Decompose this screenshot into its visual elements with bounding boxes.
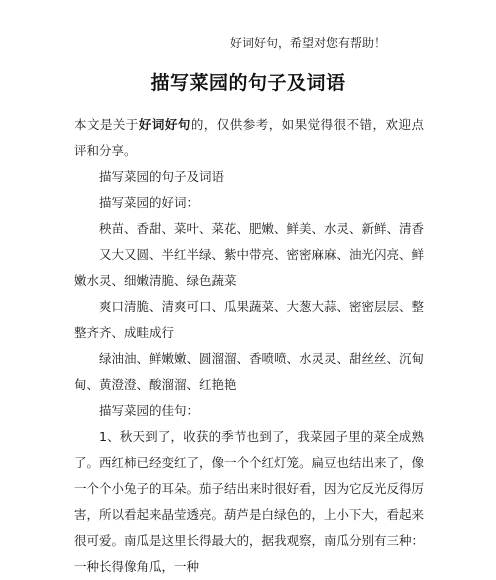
header-note: 好词好句，希望对您有帮助！ [229, 36, 386, 50]
paragraph-good-sentences-label: 描写菜园的佳句： [99, 403, 200, 418]
article-body [74, 112, 424, 580]
intro-text-before: 本文是关于 [74, 117, 139, 132]
intro-text-after: 的，仅供参考，如果觉得很不错，欢迎点评和分享。 [74, 117, 424, 158]
paragraph-good-words-label: 描写菜园的好词： [99, 195, 200, 210]
paragraph-heading: 描写菜园的句子及词语 [99, 169, 225, 184]
paragraph-sentence-1: 1、秋天到了，收获的季节也到了，我菜园子里的菜全成熟了。西红柿已经变红了，像一个个红灯笼。扁豆也结出来了，像一个个小兔子的耳朵。茄子结出来时很好看，因为它反光反得厉害，所以看起来晶莹透亮。葫芦是白绿色的，上小下大，看起来很可爱。南瓜是这里长得最大的，据我观察，南瓜分别有三种：一种长得像角瓜，一种 [74, 429, 425, 574]
paragraph-words-3: 爽口清脆、清爽可口、瓜果蔬菜、大葱大蒜、密密层层、整整齐齐、成畦成行 [74, 299, 425, 340]
page-title: 描写菜园的句子及词语 [150, 72, 346, 94]
paragraph-words-1: 秧苗、香甜、菜叶、菜花、肥嫩、鲜美、水灵、新鲜、清香 [99, 221, 425, 236]
paragraph-words-2: 又大又圆、半红半绿、紫中带亮、密密麻麻、油光闪亮、鲜嫩水灵、细嫩清脆、绿色蔬菜 [74, 247, 425, 288]
paragraph-words-4: 绿油油、鲜嫩嫩、圆溜溜、香喷喷、水灵灵、甜丝丝、沉甸甸、黄澄澄、酸溜溜、红艳艳 [74, 351, 425, 392]
intro-keyword-link[interactable]: 好词好句 [138, 117, 191, 132]
intro-paragraph [74, 112, 424, 164]
